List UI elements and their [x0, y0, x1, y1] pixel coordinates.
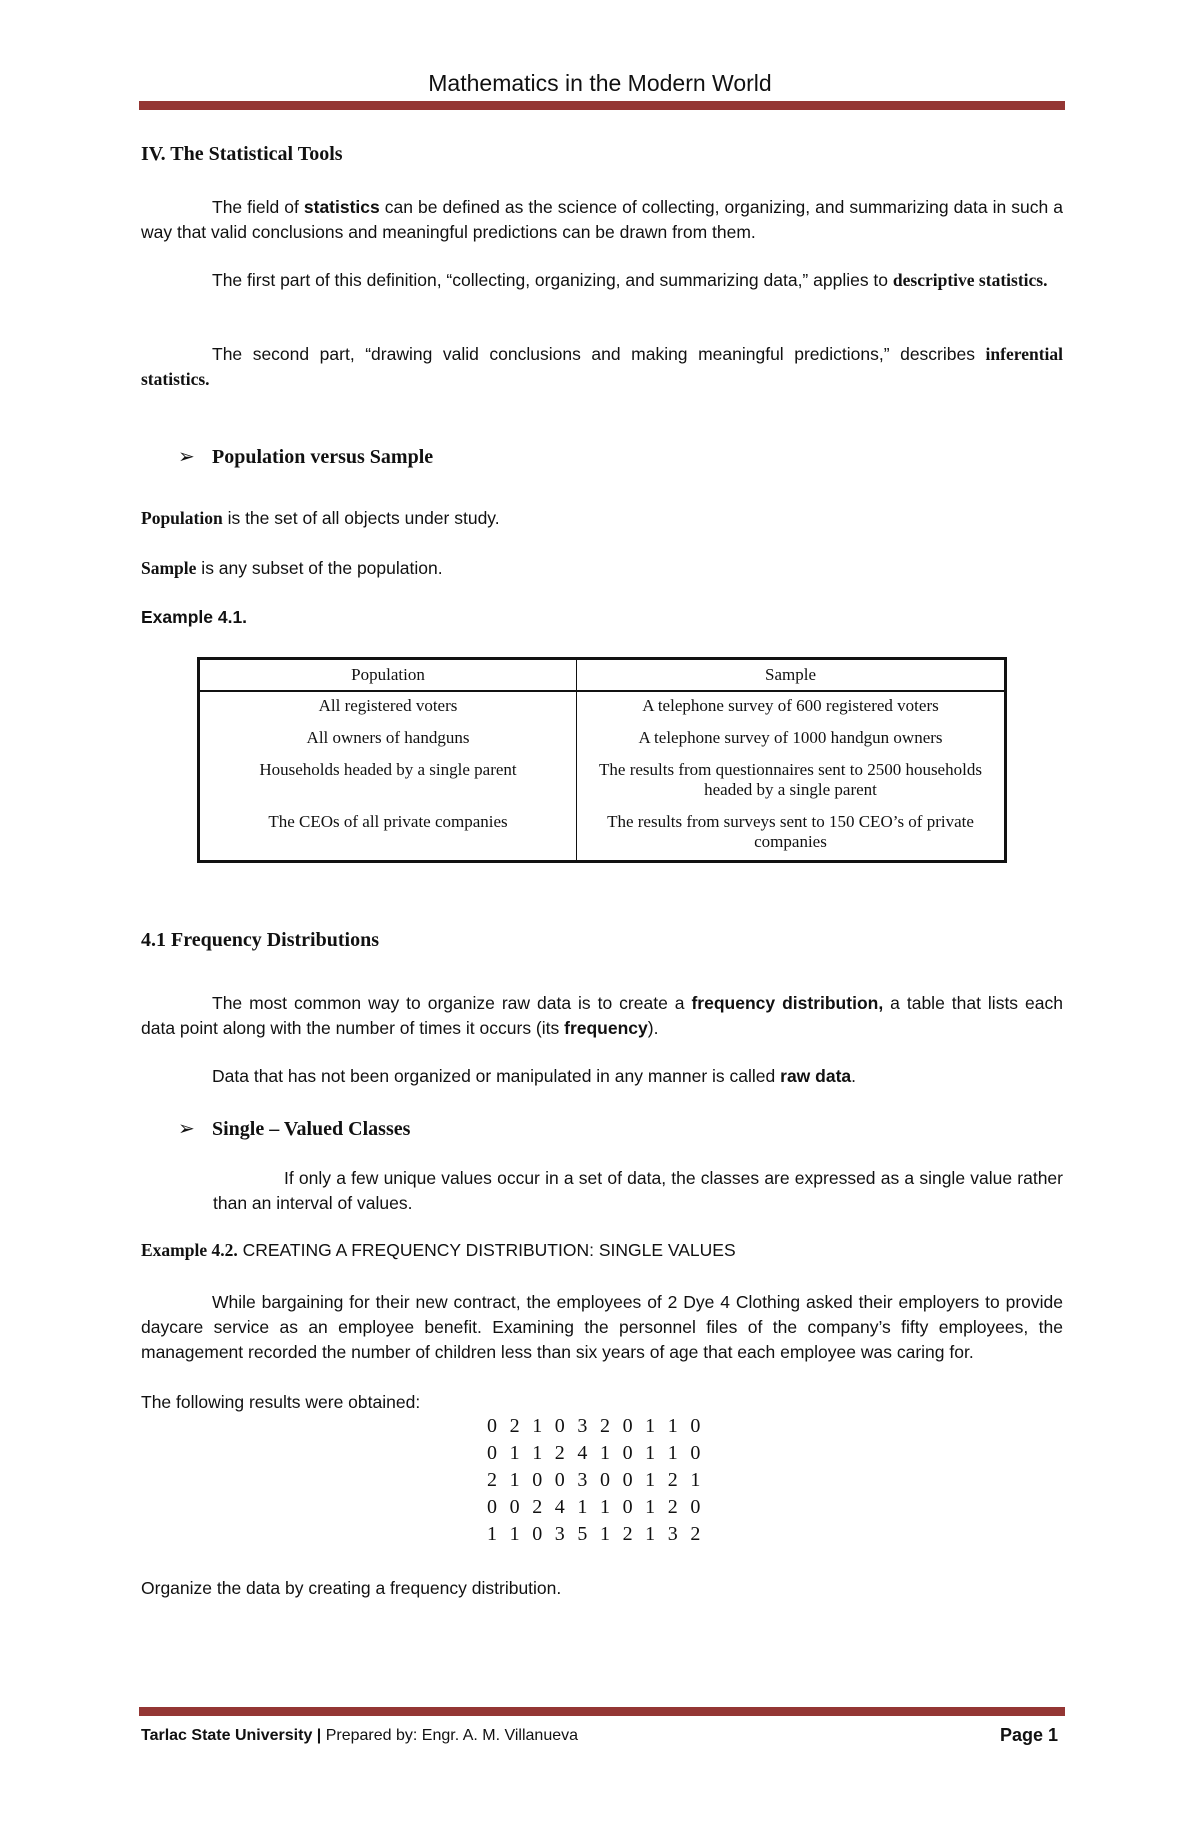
data-value: 1 [667, 1442, 678, 1464]
data-value: 1 [667, 1415, 678, 1437]
data-value: 2 [532, 1496, 543, 1518]
table-cell: The results from questionnaires sent to 2500 households headed by a single parent [577, 754, 1006, 806]
data-value: 0 [622, 1469, 633, 1491]
table-cell: All owners of handguns [199, 722, 577, 754]
data-value: 2 [667, 1469, 678, 1491]
data-value: 0 [622, 1496, 633, 1518]
header-rule [139, 101, 1065, 110]
data-value: 1 [599, 1523, 610, 1545]
raw-data-grid [487, 1415, 713, 1550]
data-value: 3 [577, 1469, 588, 1491]
example-4-1-label: Example 4.1. [141, 607, 248, 627]
paragraph-raw-data: Data that has not been organized or manipulated in any manner is called raw data. [212, 1066, 857, 1086]
data-value: 0 [487, 1442, 497, 1464]
table-row [199, 806, 1006, 862]
data-value: 2 [690, 1523, 701, 1545]
table-row [199, 691, 1006, 722]
data-value: 3 [554, 1523, 565, 1545]
data-value: 0 [487, 1415, 497, 1437]
arrow-bullet-icon: ➢ [178, 444, 195, 468]
table-cell: A telephone survey of 600 registered voters [577, 691, 1006, 722]
paragraph-frequency-distribution: The most common way to organize raw data is to create a frequency distribution, a table that lists each data point along with the number of times it occurs (its frequency). [141, 993, 1063, 1038]
table-cell: Households headed by a single parent [199, 754, 577, 806]
data-value: 2 [554, 1442, 565, 1464]
paragraph-inferential: The second part, “drawing valid conclusions and making meaningful predictions,” describes inferential statistics. [141, 344, 1063, 389]
data-value: 0 [622, 1442, 633, 1464]
footer-rule [139, 1707, 1065, 1716]
data-value: 0 [599, 1469, 610, 1491]
data-value: 2 [667, 1496, 678, 1518]
data-value: 5 [577, 1523, 588, 1545]
data-value: 1 [509, 1469, 520, 1491]
paragraph-daycare-scenario: While bargaining for their new contract, the employees of 2 Dye 4 Clothing asked their employers to provide daycare service as an employee benefit. Examining the personnel files of the company’s fifty employees, the management recorded the number of children less than six years of age that each employee was caring for. [141, 1292, 1063, 1362]
data-value: 0 [690, 1442, 701, 1464]
data-value: 0 [532, 1523, 543, 1545]
data-value: 2 [487, 1469, 497, 1491]
data-value: 1 [532, 1442, 543, 1464]
data-value: 0 [622, 1415, 633, 1437]
example-4-2-label: Example 4.2. CREATING A FREQUENCY DISTRIBUTION: SINGLE VALUES [141, 1240, 736, 1260]
data-value: 1 [645, 1415, 656, 1437]
data-value: 1 [577, 1496, 588, 1518]
data-value: 1 [599, 1496, 610, 1518]
data-value: 1 [509, 1523, 520, 1545]
data-row [487, 1442, 713, 1469]
data-value: 0 [487, 1496, 497, 1518]
data-value: 1 [645, 1523, 656, 1545]
data-value: 0 [554, 1415, 565, 1437]
column-header: Population [199, 659, 577, 692]
page-header-title: Mathematics in the Modern World [428, 70, 772, 96]
data-row [487, 1469, 713, 1496]
table-cell: All registered voters [199, 691, 577, 722]
definition-sample: Sample is any subset of the population. [141, 558, 443, 578]
data-value: 3 [667, 1523, 678, 1545]
paragraph-statistics-definition: The field of statistics can be defined as the science of collecting, organizing, and summarizing data in such a way that valid conclusions and meaningful predictions can be drawn from them. [141, 197, 1063, 242]
column-header: Sample [577, 659, 1006, 692]
paragraph-organize-instruction: Organize the data by creating a frequency distribution. [141, 1578, 562, 1598]
bullet-population-vs-sample: ➢ Population versus Sample [178, 444, 434, 468]
table-header-row [199, 659, 1006, 692]
data-value: 1 [532, 1415, 543, 1437]
footer-credits: Tarlac State University | Prepared by: Engr. A. M. Villanueva [141, 1727, 579, 1744]
data-value: 1 [599, 1442, 610, 1464]
table-row [199, 754, 1006, 806]
paragraph-results-obtained: The following results were obtained: [141, 1392, 421, 1412]
data-value: 0 [509, 1496, 520, 1518]
data-row [487, 1496, 713, 1523]
data-value: 1 [645, 1496, 656, 1518]
data-value: 4 [554, 1496, 565, 1518]
section-heading-statistical-tools: IV. The Statistical Tools [141, 143, 343, 165]
bullet-single-valued-classes: ➢ Single – Valued Classes [178, 1116, 411, 1140]
data-value: 1 [690, 1469, 701, 1491]
data-value: 0 [554, 1469, 565, 1491]
page-number: Page 1 [1000, 1725, 1059, 1745]
paragraph-single-values: If only a few unique values occur in a set of data, the classes are expressed as a single value rather than an interval of values. [213, 1168, 1063, 1213]
data-value: 2 [509, 1415, 520, 1437]
table-cell: The CEOs of all private companies [199, 806, 577, 862]
data-value: 2 [599, 1415, 610, 1437]
table-cell: A telephone survey of 1000 handgun owners [577, 722, 1006, 754]
data-value: 4 [577, 1442, 588, 1464]
data-value: 2 [622, 1523, 633, 1545]
population-sample-table [197, 657, 1007, 863]
data-value: 0 [690, 1496, 701, 1518]
data-value: 1 [645, 1442, 656, 1464]
arrow-bullet-icon: ➢ [178, 1116, 195, 1140]
data-row [487, 1415, 713, 1442]
data-value: 1 [509, 1442, 520, 1464]
data-value: 1 [487, 1523, 497, 1545]
table-row [199, 722, 1006, 754]
data-row [487, 1523, 713, 1550]
data-value: 3 [577, 1415, 588, 1437]
definition-population: Population is the set of all objects under study. [141, 508, 500, 528]
data-value: 0 [690, 1415, 701, 1437]
paragraph-descriptive: The first part of this definition, “collecting, organizing, and summarizing data,” applies to descriptive statistics. [212, 270, 1048, 290]
data-value: 1 [645, 1469, 656, 1491]
section-heading-frequency-distributions: 4.1 Frequency Distributions [141, 929, 379, 951]
data-value: 0 [532, 1469, 543, 1491]
table-cell: The results from surveys sent to 150 CEO’s of private companies [577, 806, 1006, 862]
